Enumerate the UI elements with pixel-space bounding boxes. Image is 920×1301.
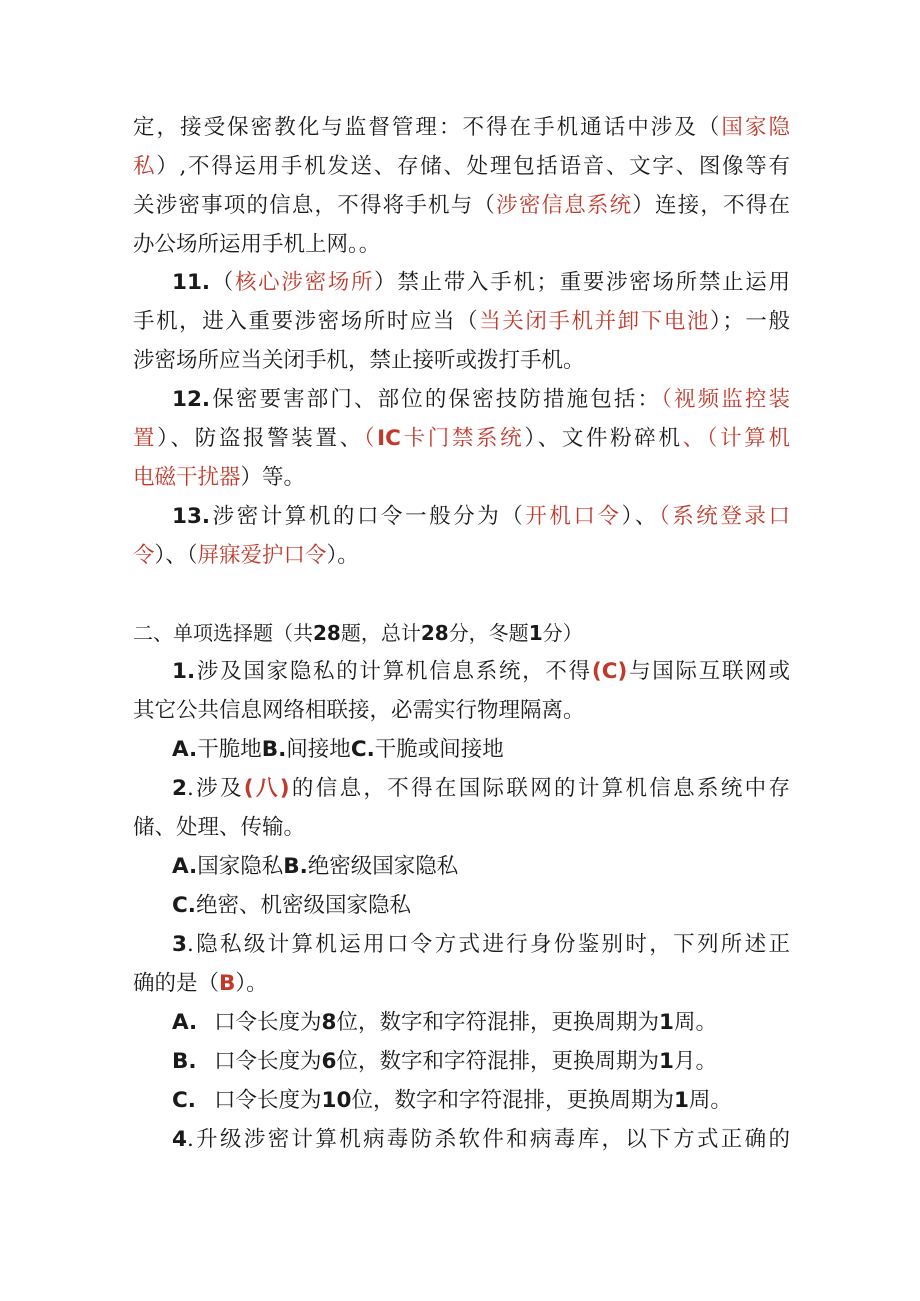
mc-q2-line-1: 2.涉及(八)的信息，不得在国际联网的计算机信息系统中存	[172, 776, 790, 801]
answer-blank: 、（计算机	[682, 426, 790, 451]
answer-blank: 涉密信息系统	[496, 193, 633, 218]
option-key: A.	[172, 1010, 198, 1035]
mc-q2-options-1	[172, 850, 458, 884]
mc-q1-line-1: 1.涉及国家隐私的计算机信息系统，不得(C)与国际互联网或	[172, 659, 790, 684]
q12-line-2: 置）、防盗报警装置、（IC卡门禁系统）、文件粉碎机、（计算机	[133, 426, 790, 451]
question-number: 11.	[172, 270, 211, 295]
mc-q1-line-2: 其它公共信息网络相联接，必需实行物理隔离。	[133, 698, 585, 723]
option-key: A.	[172, 737, 198, 762]
option-key: B.	[172, 1049, 197, 1074]
answer-mark: (八)	[243, 776, 290, 801]
answer-blank: （视频监控装	[661, 387, 790, 412]
q12-line-1: 12.保密要害部门、部位的保密技防措施包括：（视频监控装	[172, 387, 790, 412]
answer-mark: B	[219, 971, 236, 996]
q11-line-1: 11.（核心涉密场所）禁止带入手机；重要涉密场所禁止运用	[172, 270, 790, 295]
question-number: 4	[172, 1127, 187, 1152]
q10-line-1: 定，接受保密教化与监督管理：不得在手机通话中涉及（国家隐	[133, 115, 790, 140]
q13-line-1: 13.涉密计算机的口令一般分为（开机口令）、（系统登录口	[172, 504, 790, 529]
option-key: B.	[261, 737, 287, 762]
q10-line-3: 关涉密事项的信息，不得将手机与（涉密信息系统）连接，不得在	[133, 193, 790, 218]
answer-blank: 国家隐	[721, 115, 790, 140]
mc-q4-line-1: 4.升级涉密计算机病毒防杀软件和病毒库，以下方式正确的	[172, 1127, 790, 1152]
answer-blank: 令	[133, 543, 155, 568]
question-number: 12.	[172, 387, 211, 412]
q10-line-4: 办公场所运用手机上网。。	[133, 232, 381, 257]
option-text: 干脆或间接地	[374, 737, 504, 762]
option-key: C.	[172, 893, 196, 918]
answer-blank: 电磁干扰器	[133, 465, 241, 490]
answer-blank: 核心涉密场所	[234, 270, 375, 295]
mc-q2-line-2: 储、处理、传输。	[133, 815, 306, 840]
answer-blank: 开机口令	[525, 504, 622, 529]
answer-blank: 私	[133, 154, 157, 179]
question-number: 3	[172, 932, 187, 957]
q10-line-2: 私）,不得运用手机发送、存储、处理包括语音、文字、图像等有	[133, 154, 790, 179]
section-heading: 二、单项选择题（共28题，总计28分，冬题1分）	[133, 621, 583, 645]
q11-line-3: 涉密场所应当关闭手机，禁止接听或拨打手机。	[133, 348, 585, 373]
option-text: 干脆地	[197, 737, 262, 762]
mc-q3-line-2: 确的是（B）。	[133, 971, 268, 996]
option-key: A.	[172, 854, 198, 879]
option-key: B.	[283, 854, 308, 879]
answer-blank: 卡门禁系统	[400, 426, 525, 451]
option-text: 国家隐私	[197, 854, 284, 879]
answer-blank: 置	[133, 426, 158, 451]
q13-line-2: 令）、（屏寐爱护口令）。	[133, 543, 359, 568]
mc-q1-options	[172, 733, 504, 767]
question-number: 2	[172, 776, 187, 801]
q11-line-2: 手机，进入重要涉密场所时应当（当关闭手机并卸下电池）；一般	[133, 309, 790, 334]
q12-line-3: 电磁干扰器）等。	[133, 465, 306, 490]
mc-q3-option-a: A. 口令长度为8位，数字和字符混排，更换周期为1周。	[172, 1006, 717, 1040]
mc-q3-option-c: C. 口令长度为10位，数字和字符混排，更换周期为1周。	[172, 1084, 732, 1118]
mc-q3-line-1: 3.隐私级计算机运用口令方式进行身份鉴别时，下列所述正	[172, 932, 790, 957]
mc-q3-option-b: B. 口令长度为6位，数字和字符混排，更换周期为1月。	[172, 1045, 717, 1079]
mc-q2-options-2	[172, 889, 411, 923]
answer-mark: (C)	[591, 659, 628, 684]
option-text: 绝密级国家隐私	[307, 854, 459, 879]
answer-blank: 屏寐爱护口令	[197, 543, 327, 568]
question-number: 13.	[172, 504, 211, 529]
answer-blank: 当关闭手机并卸下电池	[479, 309, 710, 334]
answer-blank: （系统登录口	[658, 504, 790, 529]
option-text: 绝密、机密级国家隐私	[195, 893, 411, 918]
option-text: 间接地	[286, 737, 351, 762]
question-number: 1.	[172, 659, 196, 684]
option-key: C.	[172, 1088, 196, 1113]
option-key: C.	[350, 737, 375, 762]
